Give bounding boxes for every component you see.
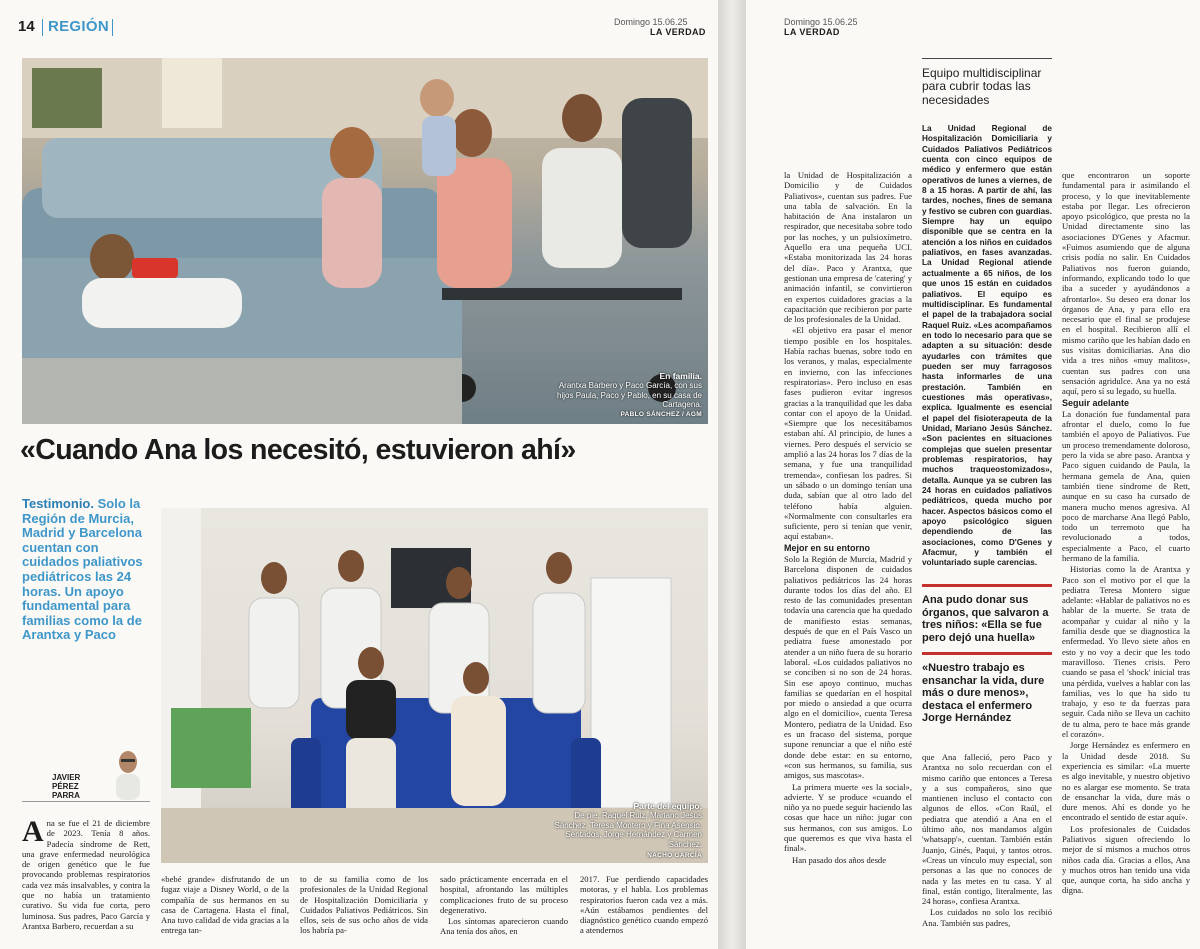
- family-photo-credit: PABLO SÁNCHEZ / AGM: [620, 411, 702, 418]
- right-page: [746, 0, 1200, 949]
- colC-p2: La donación fue fundamental para afrontar el duelo, como lo fue también el apoyo de Paliativos. Fue un proceso tremendamente doloroso, pero la vida se abre paso. Arantxa y Paco siguen cuidando de Paula, la hermana gemela de Ana, quien también tiene síndrome de Rett, aunque en su caso ha cursado de manera mucho menos agresiva. Al poco de marcharse Ana llegó Pablo, todo un terremoto que ha revolucionado a todos, especialmente a Paco, el cuarto hermano de la familia.: [1062, 408, 1190, 563]
- team-caption-title: Parte del equipo.: [633, 801, 702, 811]
- body-column-1: [22, 818, 150, 946]
- colB-p2: Los cuidados no solo los recibió Ana. También sus padres,: [922, 907, 1052, 928]
- colA-p2: «El objetivo era pasar el menor tiempo posible en los hospitales. Había rachas buenas, sobre todo en los veranos, y malas, especialmente en invierno, con las infecciones respiratorias». Pero incluso en esas fases pudieron evitar ingresos gracias a la tranquilidad que les daba contar con el apoyo de la Unidad. «Siempre que los necesitábamos estaban ahí. Al principio, de lunes a viernes. Pero después el servicio se amplió a las 24 horas los 7 días de la semana, y fue una tranquilidad tremenda», confiesan los padres. Si un sábado o un domingo tenían una duda, sabían que al otro lado del teléfono había alguien. «Normalmente con consultarles era suficiente, pero si tenían que venir, aquí estaban».: [784, 325, 912, 542]
- header-masthead: LA VERDAD: [650, 27, 706, 37]
- col4-text-b: Los síntomas aparecieron cuando Ana tenía dos años, en: [440, 916, 568, 937]
- col5-text: 2017. Fue perdiendo capacidades motoras, y el habla. Los problemas respiratorios fueron cada vez a más. «Aún estábamos pendientes del diagnóstico genético cuando empezó a atendernos: [580, 874, 708, 936]
- pullquote-1-rule: [922, 584, 1052, 587]
- col2-text: «bebé grande» disfrutando de un fugaz viaje a Disney World, o de la compañía de sus hermanos en su casa de Cartagena. Hasta el final, Ana tuvo calidad de vida gracias a la entrega tan-: [161, 874, 289, 936]
- box-text: La Unidad Regional de Hospitalización Domiciliaria y Cuidados Paliativos Pediátricos cuenta con cinco equipos de médico y enfermero que están operativos de lunes a viernes, de 8 a 15 horas. A partir de ahí, las tardes, noches, fines de semana y festivo se cubren con guardias. Siempre hay un equipo disponible que se centra en la atención a los niños en cuidados paliativos, en fases avanzadas. La Unidad Regional atiende actualmente a 65 niños, de los que unos 15 están en cuidados paliativos. El equipo es multidisciplinar. Es fundamental el papel de la trabajadora social Raquel Ruiz. «Les acompañamos en todo lo necesario para que se adapten a su situación: desde ayudarles con trámites que pueden ser muy farragosos hasta informarles de una prestación. También en cuestiones más operativas», explica. Igualmente es esencial el papel del fisioterapeuta de la Unidad, Mariano Jesús Sánchez. «Son pacientes en situaciones complejas que suelen presentar problemas respiratorios, hay muchos traqueostomizados», detalla. Aunque ya se cubren las 24 horas en cuidados paliativos pediátricos, queda mucho por hacer. Aspectos básicos como el apoyo psicológico siguen dependiendo de las asociaciones, como D'Genes y Afacmur, y también el voluntariado suple carencias.: [922, 124, 1052, 568]
- colB-p1: que Ana falleció, pero Paco y Arantxa no solo recuerdan con el mismo cariño que entonces a Teresa y a sus compañeros, sino que mantienen incluso el contacto con algunos de ellos. «Con Raúl, el pediatra que atendió a Ana en el último año, nos mandamos algún 'whatsapp'», cuentan. También están Juanjo, Ginés, Paqui, y tantos otros. «Creas un vínculo muy especial, son personas a las que no conoces de nada y las metes en tu casa. Y al final, están contigo, literalmente, las 24 horas», confiesa Arantxa.: [922, 752, 1052, 907]
- author-avatar: [110, 748, 146, 800]
- page-number: 14: [18, 18, 35, 35]
- subhead-label: Testimonio.: [22, 496, 94, 511]
- pullquote-2: «Nuestro trabajo es ensanchar la vida, dure más o dure menos», destaca el enfermero Jorge Hernández: [922, 662, 1045, 725]
- body-column-a: [784, 170, 912, 946]
- colA-subhead: Mejor en su entorno: [784, 542, 871, 553]
- header-date: Domingo 15.06.25: [614, 17, 688, 27]
- drop-cap: A: [22, 818, 44, 848]
- team-caption-text: De pie, Raquel Ruiz, Mariano Jesús Sánchez, Teresa Montero y Fina Asensio. Sentados, Jorge Hernández y Carmen Sánchez.: [554, 811, 702, 849]
- author-rule: [22, 801, 150, 802]
- body-column-3: [300, 874, 428, 946]
- team-photo-caption: [552, 802, 702, 849]
- colC-p1: que encontraron un soporte fundamental para ir asimilando el proceso, y lo que inevitablemente estaba por llegar. Les ofrecieron apoyo psicológico, que presta no la Unidad directamente sino las asociaciones D'Genes y Afacmur. «Fuimos asumiendo que de alguna crisis podía no salir. En Cuidados Paliativos nos fueron guiando, informando, explicando todo lo que iba a suceder y ayudándonos a afrontarlo». Su deseo era donar los órganos de Ana, y para ello era necesario que el final se produjese en el hospital. Recibieron allí el mismo cariño que les habían dado en sus visitas domiciliarias. Ana dio vida a tres niños «muy malitos», cuentan sus padres con una sensación agridulce. Ana ya no está aquí, pero sí su legado, su huella.: [1062, 170, 1190, 397]
- family-caption-text: Arantxa Barbero y Paco García, con sus hijos Paula, Paco y Pablo, en su casa de Cartagena.: [557, 381, 702, 410]
- pullquote-2-rule: [922, 652, 1052, 655]
- colA-p4: La primera muerte «es la social», advierte. Y se produce «cuando el niño ya no puede seguir haciendo las cosas que hace un niño: jugar con sus hermanos, con sus amigos. Lo que queremos es que viva hasta el final».: [784, 781, 912, 854]
- family-caption-title: En familia.: [659, 371, 702, 381]
- family-photo-caption: [552, 372, 702, 410]
- page-gutter: [718, 0, 746, 949]
- col4-text: sado prácticamente encerrada en el hospital, afrontando las múltiples complicaciones fruto de su proceso degenerativo.: [440, 874, 568, 915]
- body-column-2: [161, 874, 289, 946]
- body-column-c: [1062, 170, 1190, 946]
- colA-p5: Han pasado dos años desde: [792, 854, 887, 865]
- col1-text: na se fue el 21 de diciembre de 2023. Tenía 8 años. Padecía síndrome de Rett, una grave enfermedad neurológica de origen genético que le fue provocando problemas respiratorios cada vez más insalvables, y contra la que no había un tratamiento curativo. Su vida fue corta, pero luminosa. Sus padres, Paco García y Arantxa Barbero, recuerdan a su: [22, 818, 150, 931]
- box-title: Equipo multidisciplinar para cubrir todas las necesidades: [922, 66, 1042, 107]
- author-byline: [52, 773, 104, 800]
- body-column-b: [922, 752, 1052, 946]
- author-portrait: [110, 748, 146, 800]
- section-divider: [42, 19, 43, 36]
- colC-subhead: Seguir adelante: [1062, 397, 1130, 408]
- colC-p3: Historias como la de Arantxa y Paco son el motivo por el que la pediatra Teresa Montero sigue adelante: «Hablar de paliativos no es hablar de la muerte. Se trata de acompañar y cuidar al niño y la familia desde que se diagnostica la enfermedad. Yo llevo siete años en esto y no voy a decir que les todo maravilloso. Tienes crisis. Pero cuando se pasa el 'shock' inicial tras una pérdida, vuelves a hablar con las familias, ves lo que ha sido tu trabajo, y eso te da fuerzas para seguir. Cada niño se lleva un cachito de tu alma, pero te hace más grande el corazón».: [1062, 564, 1190, 740]
- team-photo: [161, 508, 708, 863]
- colA-p1: la Unidad de Hospitalización a Domicilio y de Cuidados Paliativos», cuentan sus padres. Fue una tabla de salvación. En la habitación de Ana instalaron un respirador, que necesitaba sobre todo por las noches, y un pulsioxímetro. Aquello era una pequeña UCI. «Estaba monitorizada las 24 horas del día». Paco y Arantxa, que gestionan una empresa de 'catering' y animación infantil, se convirtieron en expertos cuidadores gracias a la capacitación que recibieron por parte de los profesionales de la Unidad.: [784, 170, 912, 325]
- section-divider-end: [112, 19, 113, 36]
- subhead-text: Solo la Región de Murcia, Madrid y Barcelona cuentan con cuidados paliativos pediátricos las 24 horas. Un apoyo fundamental para familias como la de Arantxa y Paco: [22, 496, 143, 643]
- box-text-column: [922, 124, 1052, 570]
- family-photo: [22, 58, 708, 424]
- box-rule: [922, 58, 1052, 59]
- body-column-4: [440, 874, 568, 946]
- author-first-name: JAVIER: [52, 773, 81, 782]
- team-photo-credit: NACHO GARCÍA: [647, 852, 702, 859]
- colC-p5: Los profesionales de Cuidados Paliativos siguen ofreciendo lo mejor de sí mismos a muchos otros niños cada día. Gracias a ellos, Ana y muchos otros han tenido una vida que, aunque corta, ha sido ancha y digna.: [1062, 823, 1190, 896]
- header-masthead-right: LA VERDAD: [784, 27, 840, 37]
- headline: «Cuando Ana los necesitó, estuvieron ahí»: [20, 434, 576, 466]
- author-last-name: PÉREZ PARRA: [52, 782, 80, 800]
- body-column-5: [580, 874, 708, 946]
- header-date-right: Domingo 15.06.25: [784, 17, 858, 27]
- pullquote-1: Ana pudo donar sus órganos, que salvaron a tres niños: «Ella se fue pero dejó una huella»: [922, 594, 1049, 644]
- col3-text: to de su familia como de los profesionales de la Unidad Regional de Hospitalización Domiciliaria y Cuidados Paliativos Pediátricos. Sin ellos, seis de sus ocho años de vida los habría pa-: [300, 874, 428, 936]
- colA-p3: Solo la Región de Murcia, Madrid y Barcelona disponen de cuidados paliativos pediátricos las 24 horas durante todos los días del año. El resto de las comunidades presentan todavía una carencia que ha quedado de manifiesto estas semanas, después de que en el País Vasco un pediatra fuese amonestado por atender a un niño fuera de su horario laboral. «Los cuidados paliativos no se conciben si no son de 24 horas. Sin ese apoyo continuo, muchas familias se quedarían en el hospital por miedo o ansiedad a que ocurra algo en el domicilio», cuenta Teresa Montero, pediatra de la Unidad. Eso es un fracaso del sistema, porque supone renunciar a que el niño esté donde debe estar: en su entorno, «con sus hermanos, su familia, sus amigos, sus mascotas».: [784, 553, 912, 781]
- family-photo-illustration: [22, 58, 708, 424]
- colC-p4: Jorge Hernández es enfermero en la Unidad desde 2018. Su experiencia es similar: «La muerte es algo inevitable, y nuestro objetivo no es alargar ese momento. Se trata de ensanchar la vida, dure más o dure menos. Ahí es donde yo he encontrado el sentido de estar aquí».: [1062, 740, 1190, 823]
- section-label: REGIÓN: [48, 18, 109, 35]
- subhead: [22, 497, 150, 643]
